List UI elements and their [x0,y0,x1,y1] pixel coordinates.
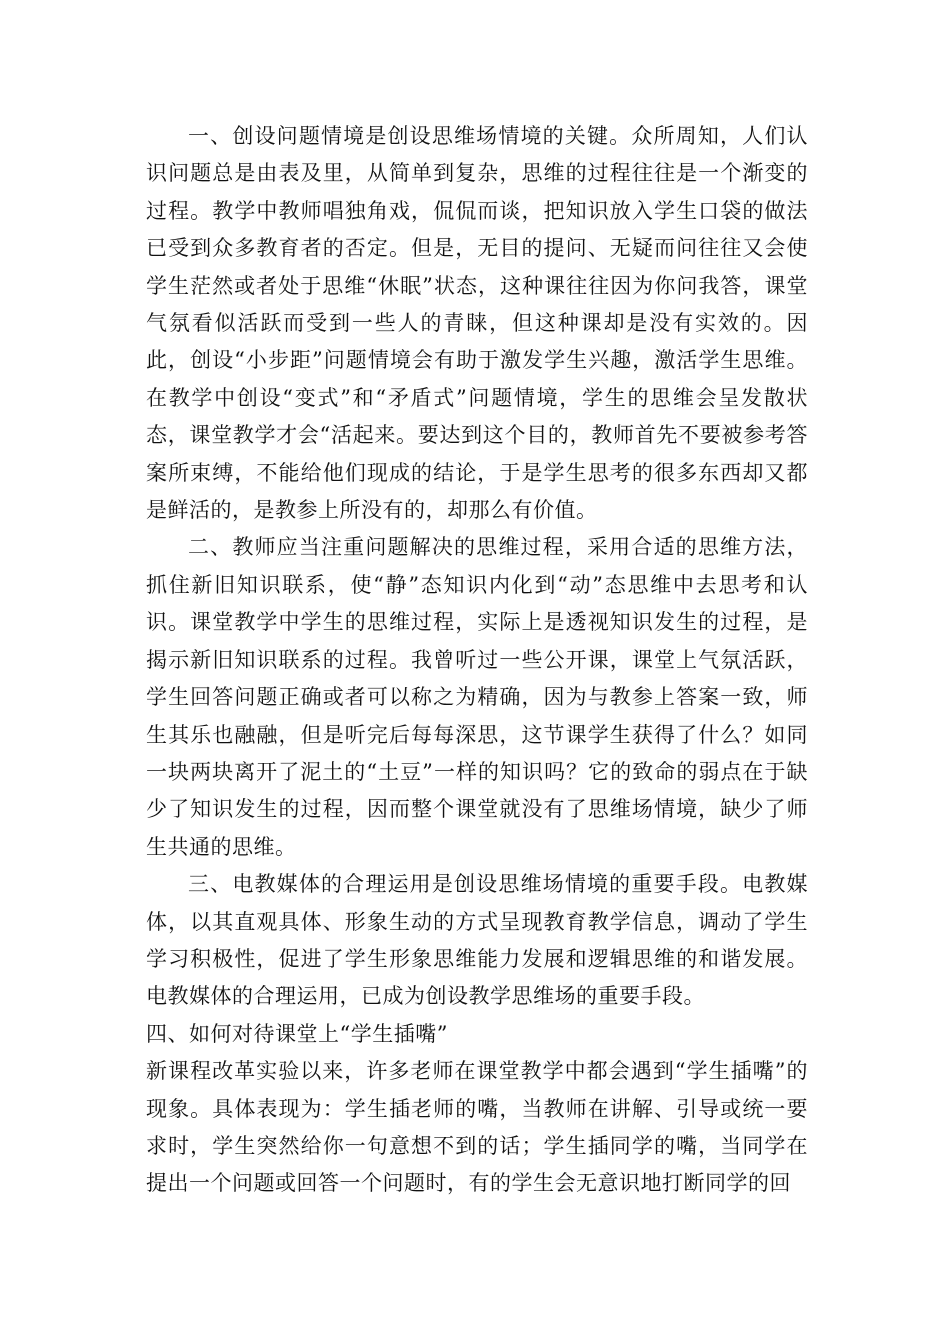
paragraph-4: 新课程改革实验以来，许多老师在课堂教学中都会遇到“学生插嘴”的现象。具体表现为：学生插老师的嘴，当教师在讲解、引导或统一要求时，学生突然给你一句意想不到的话；学生插同学的嘴，当同学在提出一个问题或回答一个问题时，有的学生会无意识地打断同学的回 [146,1059,808,1196]
document-page [146,118,808,1203]
section-heading-4: 四、如何对待课堂上“学生插嘴” [146,1021,448,1046]
paragraph-1: 一、创设问题情境是创设思维场情境的关键。众所周知，人们认识问题总是由表及里，从简单到复杂，思维的过程往往是一个渐变的过程。教学中教师唱独角戏，侃侃而谈，把知识放入学生口袋的做法已受到众多教育者的否定。但是，无目的提问、无疑而问往往又会使学生茫然或者处于思维“休眠”状态，这种课往往因为你问我答，课堂气氛看似活跃而受到一些人的青睐，但这种课却是没有实效的。因此，创设“小步距”问题情境会有助于激发学生兴趣，激活学生思维。在教学中创设“变式”和“矛盾式”问题情境，学生的思维会呈发散状态，课堂教学才会“活起来。要达到这个目的，教师首先不要被参考答案所束缚，不能给他们现成的结论，于是学生思考的很多东西却又都是鲜活的，是教参上所没有的，却那么有价值。 [146,124,808,523]
paragraph-3: 三、电教媒体的合理运用是创设思维场情境的重要手段。电教媒体，以其直观具体、形象生动的方式呈现教育教学信息，调动了学生学习积极性，促进了学生形象思维能力发展和逻辑思维的和谐发展。电教媒体的合理运用，已成为创设教学思维场的重要手段。 [146,872,808,1009]
paragraph-2: 二、教师应当注重问题解决的思维过程，采用合适的思维方法，抓住新旧知识联系，使“静”态知识内化到“动”态思维中去思考和认识。课堂教学中学生的思维过程，实际上是透视知识发生的过程，是揭示新旧知识联系的过程。我曾听过一些公开课，课堂上气氛活跃，学生回答问题正确或者可以称之为精确，因为与教参上答案一致，师生其乐也融融，但是听完后每每深思，这节课学生获得了什么？如同一块两块离开了泥土的“土豆”一样的知识吗？它的致命的弱点在于缺少了知识发生的过程，因而整个课堂就没有了思维场情境，缺少了师生共通的思维。 [146,535,808,859]
